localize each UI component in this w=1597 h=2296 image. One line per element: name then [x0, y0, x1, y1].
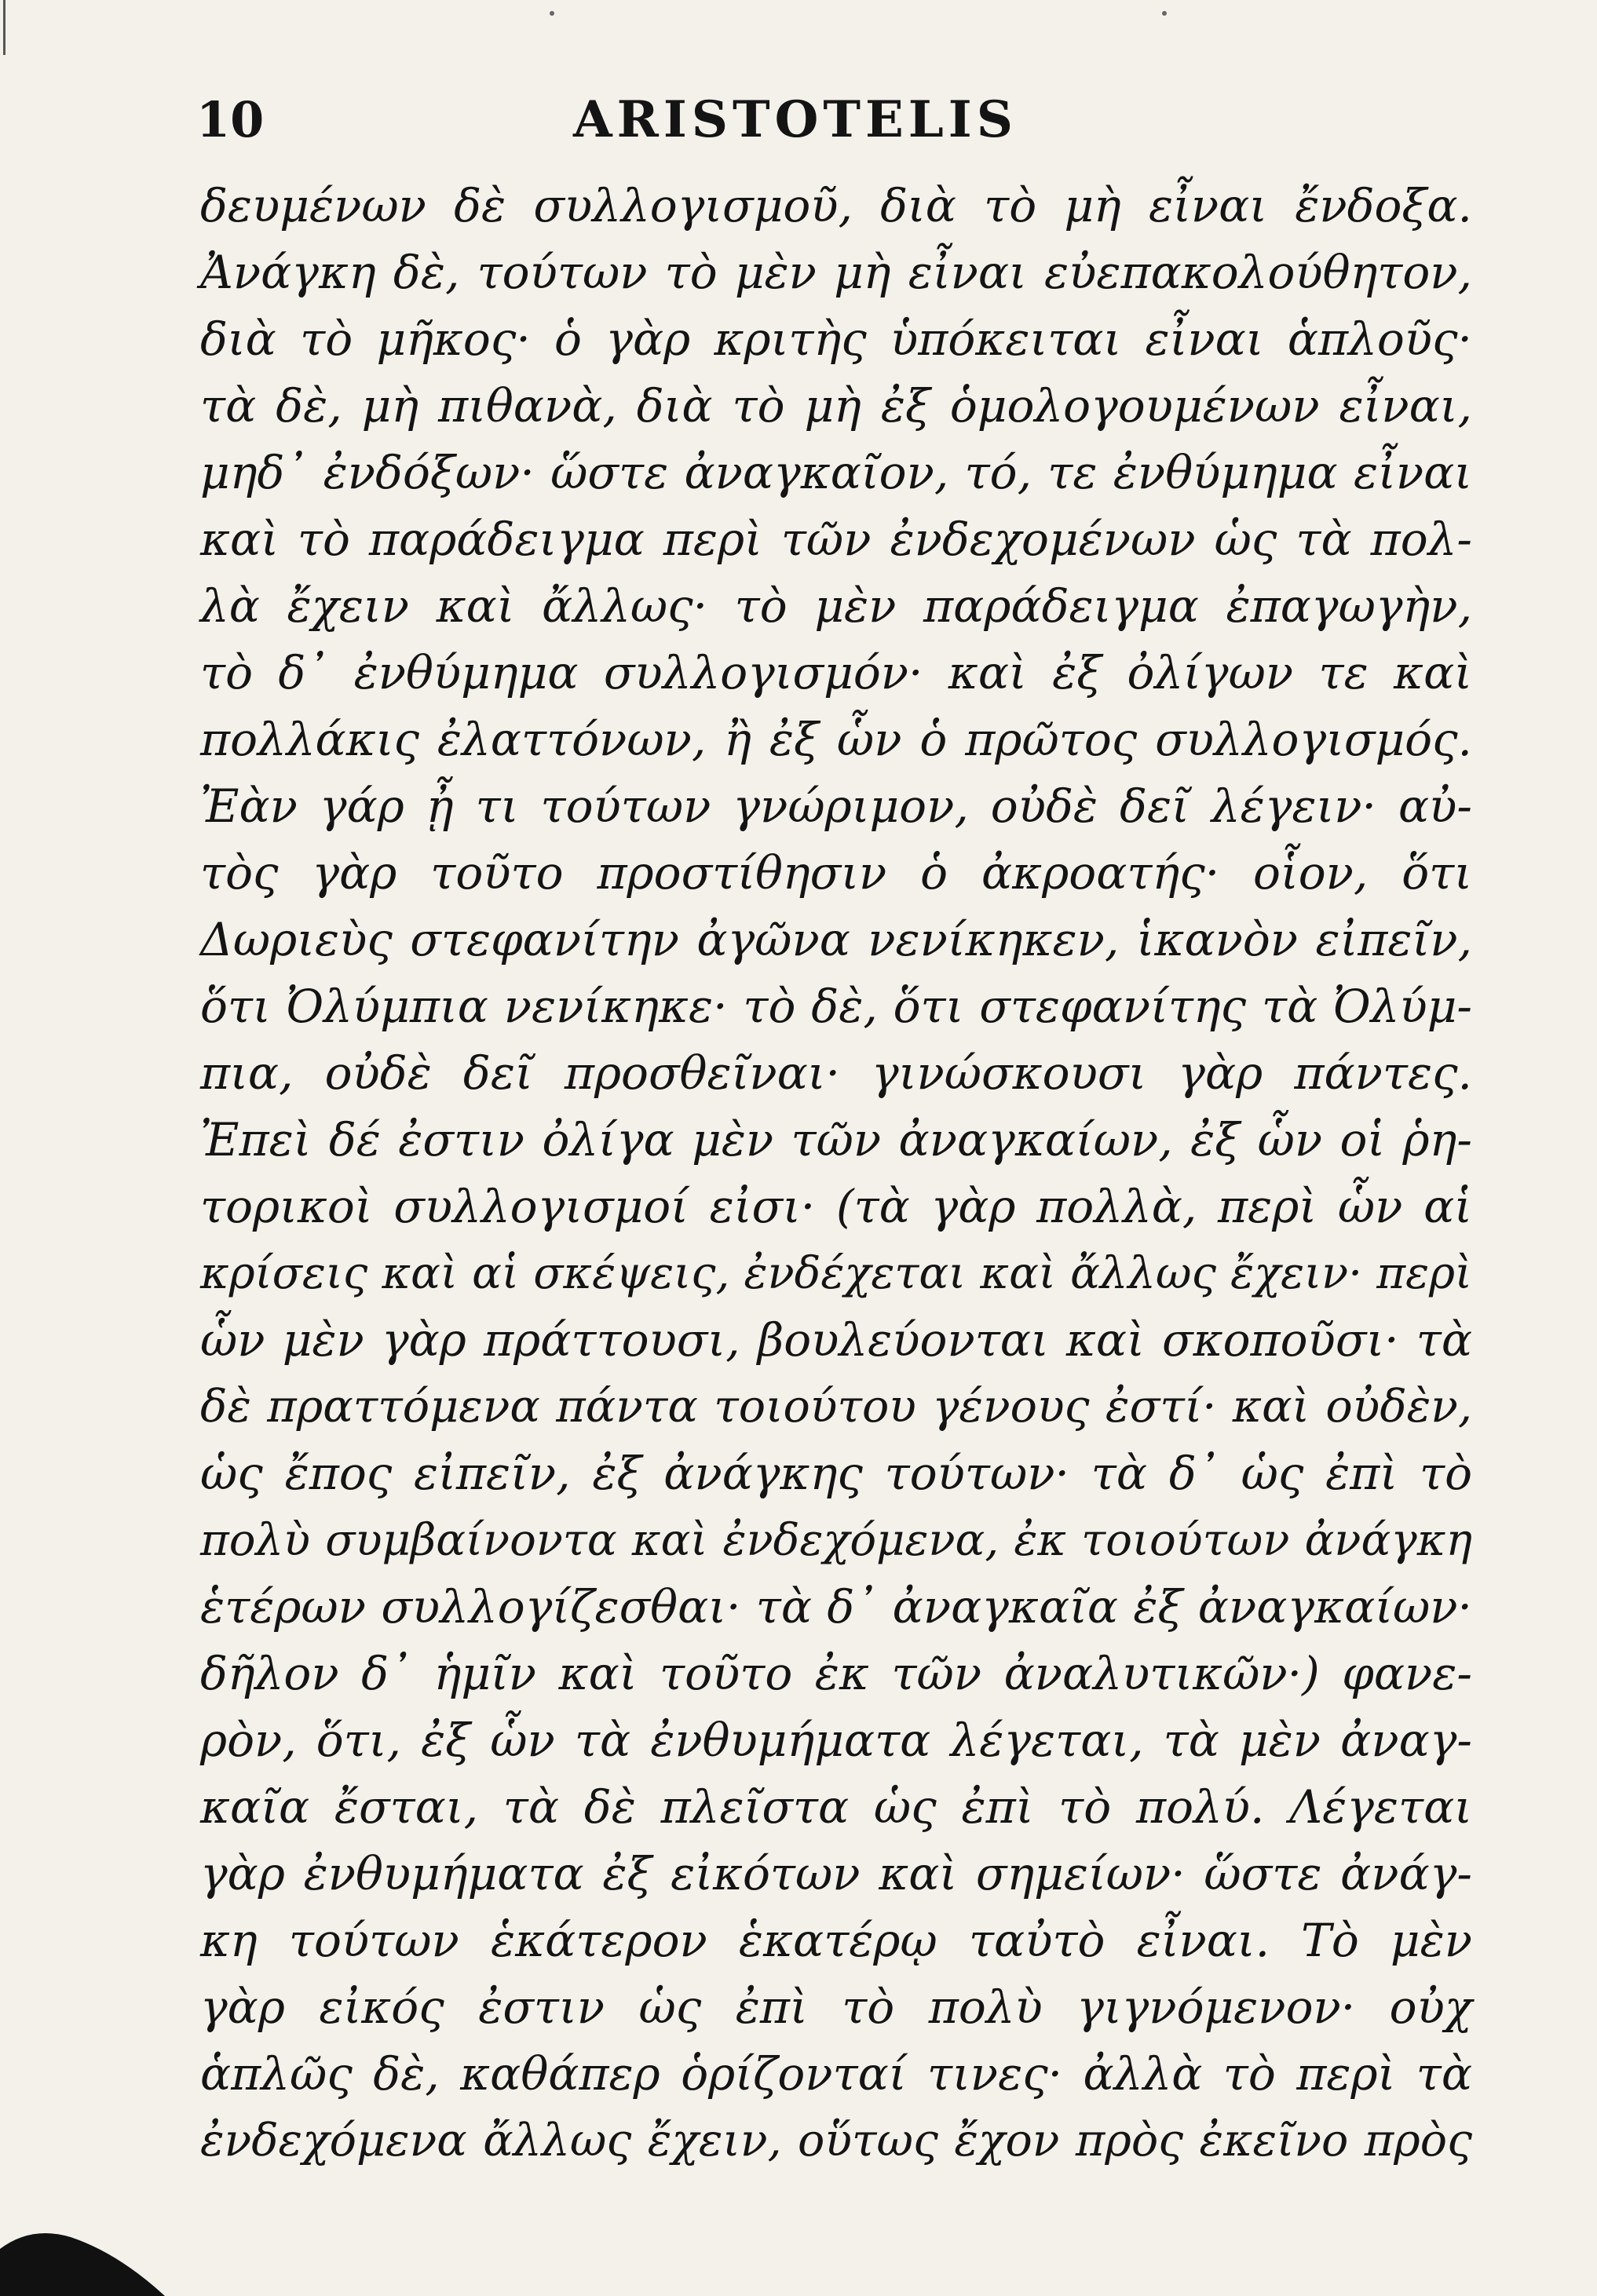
- text-line: ὡς ἔπος εἰπεῖν, ἐξ ἀνάγκης τούτων· τὰ δ᾽ ὡς ἐπὶ τὸ: [200, 1447, 1472, 1500]
- text-line: διὰ τὸ μῆκος· ὁ γὰρ κριτὴς ὑπόκειται εἶναι ἁπλοῦς·: [200, 312, 1472, 366]
- scan-edge-mark: [3, 0, 5, 55]
- text-line: δὲ πραττόμενα πάντα τοιούτου γένους ἐστί· καὶ οὐδὲν,: [200, 1381, 1472, 1433]
- page-number: 10: [196, 91, 265, 148]
- text-line: πολὺ συμβαίνοντα καὶ ἐνδεχόμενα, ἐκ τοιούτων ἀνάγκη: [200, 1515, 1472, 1566]
- text-line: γὰρ ἐνθυμήματα ἐξ εἰκότων καὶ σημείων· ὥστε ἀνάγ-: [200, 1847, 1472, 1900]
- text-line: πια, οὐδὲ δεῖ προσθεῖναι· γινώσκουσι γὰρ πάντες.: [200, 1046, 1472, 1100]
- text-line: Ἐὰν γάρ ᾖ τι τούτων γνώριμον, οὐδὲ δεῖ λέγειν· αὐ-: [200, 779, 1472, 833]
- text-line: Ἐπεὶ δέ ἐστιν ὀλίγα μὲν τῶν ἀναγκαίων, ἐξ ὧν οἱ ῥη-: [200, 1113, 1472, 1166]
- text-line: τὸς γὰρ τοῦτο προστίθησιν ὁ ἀκροατής· οἷον, ὅτι: [200, 846, 1472, 900]
- text-line: ἑτέρων συλλογίζεσθαι· τὰ δ᾽ ἀναγκαῖα ἐξ ἀναγκαίων·: [200, 1580, 1472, 1633]
- text-line: ἐνδεχόμενα ἄλλως ἔχειν, οὕτως ἔχον πρὸς ἐκεῖνο πρὸς: [200, 2115, 1472, 2166]
- text-line: γὰρ εἰκός ἐστιν ὡς ἐπὶ τὸ πολὺ γιγνόμενον· οὐχ: [200, 1980, 1472, 2034]
- text-line: κη τούτων ἑκάτερον ἑκατέρῳ ταὐτὸ εἶναι. Τὸ μὲν: [200, 1914, 1472, 1967]
- scan-speck: [550, 11, 554, 16]
- text-line: Ἀνάγκη δὲ, τούτων τὸ μὲν μὴ εἶναι εὐεπακολούθητον,: [200, 246, 1472, 299]
- running-head: ARISTOTELIS: [573, 90, 1018, 149]
- text-line: καὶ τὸ παράδειγμα περὶ τῶν ἐνδεχομένων ὡς τὰ πολ-: [200, 513, 1472, 566]
- text-line: λὰ ἔχειν καὶ ἄλλως· τὸ μὲν παράδειγμα ἐπαγωγὴν,: [200, 579, 1472, 633]
- scan-shadow-mark: [0, 2194, 165, 2296]
- text-line: καῖα ἔσται, τὰ δὲ πλεῖστα ὡς ἐπὶ τὸ πολύ. Λέγεται: [200, 1780, 1472, 1834]
- page-header: [196, 85, 1468, 155]
- text-line: τὸ δ᾽ ἐνθύμημα συλλογισμόν· καὶ ἐξ ὀλίγων τε καὶ: [200, 646, 1472, 699]
- text-line: Δωριεὺς στεφανίτην ἀγῶνα νενίκηκεν, ἱκανὸν εἰπεῖν,: [200, 913, 1472, 966]
- body-text: [200, 173, 1472, 2174]
- text-line: μηδ᾽ ἐνδόξων· ὥστε ἀναγκαῖον, τό, τε ἐνθύμημα εἶναι: [200, 446, 1472, 499]
- scan-speck: [1162, 11, 1167, 16]
- text-line: τὰ δὲ, μὴ πιθανὰ, διὰ τὸ μὴ ἐξ ὁμολογουμένων εἶναι,: [200, 379, 1472, 433]
- text-line: ἁπλῶς δὲ, καθάπερ ὁρίζονταί τινες· ἀλλὰ τὸ περὶ τὰ: [200, 2047, 1472, 2101]
- text-line: ὧν μὲν γὰρ πράττουσι, βουλεύονται καὶ σκοποῦσι· τὰ: [200, 1313, 1472, 1367]
- text-line: δῆλον δ᾽ ἡμῖν καὶ τοῦτο ἐκ τῶν ἀναλυτικῶν·) φανε-: [200, 1647, 1472, 1700]
- text-line: ρὸν, ὅτι, ἐξ ὧν τὰ ἐνθυμήματα λέγεται, τὰ μὲν ἀναγ-: [200, 1714, 1472, 1767]
- text-line: κρίσεις καὶ αἱ σκέψεις, ἐνδέχεται καὶ ἄλλως ἔχειν· περὶ: [200, 1248, 1472, 1299]
- text-line: δευμένων δὲ συλλογισμοῦ, διὰ τὸ μὴ εἶναι ἔνδοξα.: [200, 179, 1472, 232]
- text-line: ὅτι Ὀλύμπια νενίκηκε· τὸ δὲ, ὅτι στεφανίτης τὰ Ὀλύμ-: [200, 980, 1472, 1033]
- text-line: πολλάκις ἐλαττόνων, ἢ ἐξ ὧν ὁ πρῶτος συλλογισμός.: [200, 713, 1472, 766]
- text-line: τορικοὶ συλλογισμοί εἰσι· (τὰ γὰρ πολλὰ, περὶ ὧν αἱ: [200, 1180, 1472, 1233]
